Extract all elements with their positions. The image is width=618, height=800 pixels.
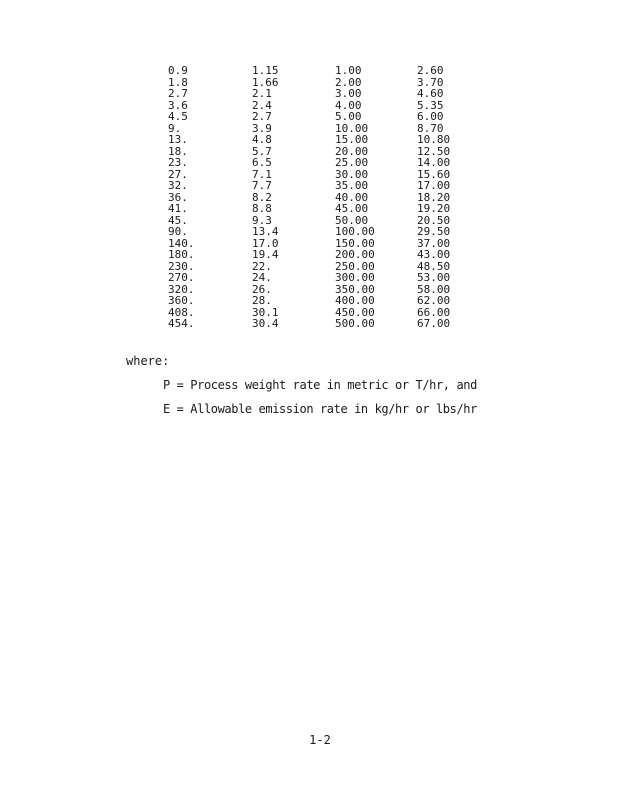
table-cell: 3.70 <box>417 75 444 89</box>
table-cell: 6.00 <box>417 110 444 123</box>
table-cell: 13.4 <box>252 225 279 238</box>
table-cell: 2.00 <box>335 75 362 89</box>
table-cell: 1.00 <box>335 64 362 77</box>
table-cell: 19.20 <box>417 202 451 215</box>
table-cell: 50.00 <box>335 213 369 227</box>
table-row <box>168 295 478 307</box>
table-row <box>168 272 478 284</box>
table-cell: 454. <box>168 317 195 330</box>
table-cell: 29.50 <box>417 225 451 238</box>
table-cell: 0.9 <box>168 64 188 77</box>
table-cell: 35.00 <box>335 179 369 192</box>
table-row <box>168 65 478 77</box>
table-cell: 27. <box>168 167 188 181</box>
table-cell: 9.3 <box>252 213 272 227</box>
table-row <box>168 249 478 261</box>
table-cell: 4.8 <box>252 133 272 146</box>
table-cell: 8.8 <box>252 202 272 215</box>
table-cell: 23. <box>168 156 188 169</box>
table-cell: 10.00 <box>335 121 369 135</box>
table-cell: 26. <box>252 282 272 296</box>
table-cell: 90. <box>168 225 188 238</box>
table-row <box>168 203 478 215</box>
table-cell: 4.60 <box>417 87 444 100</box>
table-cell: 270. <box>168 271 195 284</box>
table-cell: 1.66 <box>252 75 279 89</box>
table-cell: 320. <box>168 282 195 296</box>
table-cell: 500.00 <box>335 317 375 330</box>
table-cell: 10.80 <box>417 133 451 146</box>
table-cell: 7.7 <box>252 179 272 192</box>
table-row <box>168 226 478 238</box>
table-cell: 28. <box>252 294 272 307</box>
table-cell: 7.1 <box>252 167 272 181</box>
table-cell: 37.00 <box>417 236 451 250</box>
table-cell: 350.00 <box>335 282 375 296</box>
table-cell: 22. <box>252 259 272 273</box>
table-cell: 1.8 <box>168 75 188 89</box>
table-cell: 360. <box>168 294 195 307</box>
table-cell: 12.50 <box>417 144 451 158</box>
table-cell: 2.7 <box>168 87 188 100</box>
table-cell: 3.6 <box>168 98 188 112</box>
table-cell: 4.00 <box>335 98 362 112</box>
table-cell: 18. <box>168 144 188 158</box>
table-row <box>168 157 478 169</box>
table-cell: 6.5 <box>252 156 272 169</box>
table-cell: 3.00 <box>335 87 362 100</box>
table-cell: 2.7 <box>252 110 272 123</box>
table-cell: 67.00 <box>417 317 451 330</box>
table-cell: 140. <box>168 236 195 250</box>
table-cell: 18.20 <box>417 190 451 204</box>
table-cell: 1.15 <box>252 64 279 77</box>
table-cell: 66.00 <box>417 305 451 319</box>
table-cell: 2.60 <box>417 64 444 77</box>
table-row <box>168 111 478 123</box>
table-cell: 8.70 <box>417 121 444 135</box>
table-cell: 450.00 <box>335 305 375 319</box>
table-cell: 32. <box>168 179 188 192</box>
table-cell: 48.50 <box>417 259 451 273</box>
table-row <box>168 180 478 192</box>
emission-rate-table <box>168 65 478 330</box>
table-cell: 24. <box>252 271 272 284</box>
table-cell: 43.00 <box>417 248 451 261</box>
table-cell: 2.4 <box>252 98 272 112</box>
table-cell: 30.00 <box>335 167 369 181</box>
definition-p: P = Process weight rate in metric or T/hr, and <box>163 378 477 392</box>
table-cell: 17.0 <box>252 236 279 250</box>
table-cell: 53.00 <box>417 271 451 284</box>
table-cell: 4.5 <box>168 110 188 123</box>
table-cell: 3.9 <box>252 121 272 135</box>
table-cell: 17.00 <box>417 179 451 192</box>
table-cell: 40.00 <box>335 190 369 204</box>
table-cell: 250.00 <box>335 259 375 273</box>
table-cell: 62.00 <box>417 294 451 307</box>
page-number: 1-2 <box>309 733 331 747</box>
table-cell: 300.00 <box>335 271 375 284</box>
table-cell: 36. <box>168 190 188 204</box>
table-cell: 5.7 <box>252 144 272 158</box>
table-cell: 5.00 <box>335 110 362 123</box>
table-cell: 180. <box>168 248 195 261</box>
table-cell: 41. <box>168 202 188 215</box>
definition-e: E = Allowable emission rate in kg/hr or lbs/hr <box>163 402 477 416</box>
table-cell: 25.00 <box>335 156 369 169</box>
table-cell: 13. <box>168 133 188 146</box>
table-cell: 200.00 <box>335 248 375 261</box>
table-cell: 20.00 <box>335 144 369 158</box>
table-cell: 408. <box>168 305 195 319</box>
table-cell: 230. <box>168 259 195 273</box>
table-row <box>168 318 478 330</box>
table-cell: 8.2 <box>252 190 272 204</box>
table-cell: 400.00 <box>335 294 375 307</box>
table-row <box>168 88 478 100</box>
table-row <box>168 134 478 146</box>
table-cell: 5.35 <box>417 98 444 112</box>
table-cell: 19.4 <box>252 248 279 261</box>
table-cell: 45. <box>168 213 188 227</box>
table-cell: 2.1 <box>252 87 272 100</box>
table-cell: 14.00 <box>417 156 451 169</box>
table-cell: 100.00 <box>335 225 375 238</box>
table-cell: 9. <box>168 121 182 135</box>
table-cell: 20.50 <box>417 213 451 227</box>
table-cell: 58.00 <box>417 282 451 296</box>
table-cell: 45.00 <box>335 202 369 215</box>
table-cell: 30.1 <box>252 305 279 319</box>
where-label: where: <box>126 354 170 368</box>
table-cell: 30.4 <box>252 317 279 330</box>
table-cell: 15.60 <box>417 167 451 181</box>
table-cell: 15.00 <box>335 133 369 146</box>
table-cell: 150.00 <box>335 236 375 250</box>
